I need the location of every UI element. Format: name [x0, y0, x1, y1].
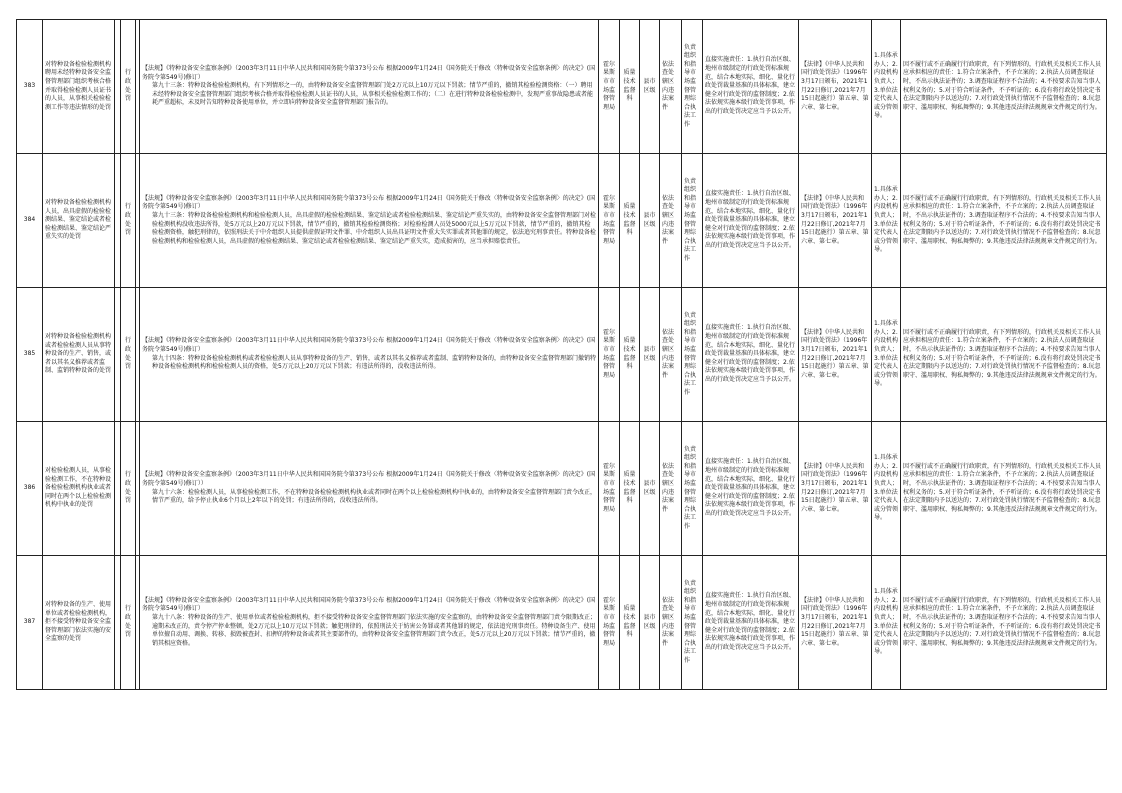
responsible-persons: 1.具体承办人；2.内设机构负责人；3.单位法定代表人或分管领导。 [872, 20, 901, 154]
table-row [17, 20, 1107, 154]
legal-basis-header: 【法规】《特种设备安全监察条例》（2003年3月11日中华人民共和国国务院令第373号公布 根据2009年1月24日《国务院关于修改〈特种设备安全监察条例〉的决定》(国务院令第549号)修订） [142, 596, 596, 613]
responsible-unit: 质量技术监督科 [620, 556, 640, 690]
responsible-persons: 1.具体承办人；2.内设机构负责人；3.单位法定代表人或分管领导。 [872, 154, 901, 288]
accountability-basis: 【法律】《中华人民共和国行政处罚法》（1996年3月17日颁布，2021年1月22日修订,2021年7月15日起施行）第五章、第六章、第七章。 [799, 288, 872, 422]
legal-basis-body: 第九十六条：检验检测人员，从事检验检测工作，不在特种设备检验检测机构执业或者同时在两个以上检验检测机构中执业的，由特种设备安全监督管理部门责令改正，情节严重的，给予停止执业6个月以上2年以下的处罚；有违法所得的，没收违法所得。 [152, 488, 597, 505]
item-name: 对检验检测人员，从事检验检测工作，不在特种设备检验检测机构执业或者同时在两个以上检验检测机构中执业的处罚 [43, 422, 115, 556]
implementing-department: 霍尔果斯市市场监督管理局 [599, 20, 620, 154]
exercise-scope: 依法查处辖区内违法案件 [660, 154, 682, 288]
responsible-unit: 质量技术监督科 [620, 288, 640, 422]
accountability-basis: 【法律】《中华人民共和国行政处罚法》（1996年3月17日颁布，2021年1月22日修订,2021年7月15日起施行）第五章、第六章、第七章。 [799, 556, 872, 690]
exercise-level: 县市区级 [640, 154, 660, 288]
legal-basis-body: 第九十三条：特种设备检验检测机构，有下列情形之一的，由特种设备安全监督管理部门处2万元以上10万元以下罚款；情节严重的，撤销其检验检测资格：（一）聘用未经特种设备安全监督管理部门组织考核合格并取得检验检测人员证书的人员，从事相关检验检测工作的；（二）在进行特种设备检验检测中，发现严重事故隐患或者能耗严重超标，未及时告知特种设备使用单位，并立即向特种设备安全监督管理部门报告的。 [152, 82, 594, 107]
legal-basis-body: 第九十三条：特种设备检验检测机构和检验检测人员，出具虚假的检验检测结果、鉴定结论或者检验检测结果、鉴定结论严重失实的，由特种设备安全监督管理部门对检验检测机构没收违法所得，处5万元以上20万元以下罚款，情节严重的，撤销其检验检测资格；对检验检测人员处5000元以上5万元以下罚款，情节严重的，撤销其检验检测资格，触犯刑律的，依照刑法关于中介组织人员提供虚假证明文件罪、中介组织人员出具证明文件重大失实罪或者其他罪的规定，依法追究刑事责任。特种设备检验检测机构和检验检测人员，出具虚假的检验检测结果、鉴定结论或者检验检测结果、鉴定结论严重失实，造成损害的，应当承担赔偿责任。 [152, 211, 597, 245]
item-name: 对特种设备检验检测机构或者检验检测人员从事特种设备的生产、销售，或者以其名义推荐或者监制、监销特种设备的处罚 [43, 288, 115, 422]
exercise-level: 县市区级 [640, 288, 660, 422]
responsibility-items: 直接实施责任：1.执行自治区级、地州市级制定的行政处罚标准规范，结合本地实际，细化、量化行政处罚裁量基准的具体标准，建立健全对行政处罚的监督制度；2.依法依规实施本级行政处罚事项，作出的行政处罚决定应当予以公开。 [703, 556, 799, 690]
accountability-basis: 【法律】《中华人民共和国行政处罚法》（1996年3月17日颁布，2021年1月22日修订,2021年7月15日起施行）第五章、第六章、第七章。 [799, 20, 872, 154]
exercise-level: 县市区级 [640, 422, 660, 556]
department-responsibility: 负责组织和指导市场监督管理综合执法工作 [682, 556, 703, 690]
accountability-basis: 【法律】《中华人民共和国行政处罚法》（1996年3月17日颁布，2021年1月22日修订,2021年7月15日起施行）第五章、第六章、第七章。 [799, 154, 872, 288]
item-type: 行政处罚 [121, 422, 136, 556]
exercise-level: 县市区级 [640, 20, 660, 154]
legal-basis-header: 【法规】《特种设备安全监察条例》（2003年3月11日中华人民共和国国务院令第373号公布 根据2009年1月24日《国务院关于修改〈特种设备安全监察条例〉的决定》(国务院令第549号)修订）） [142, 471, 596, 487]
responsibility-items: 直接实施责任：1.执行自治区级、地州市级制定的行政处罚标准规范，结合本地实际，细化、量化行政处罚裁量基准的具体标准，建立健全对行政处罚的监督制度；2.依法依规实施本级行政处罚事项，作出的行政处罚决定应当予以公开。 [703, 20, 799, 154]
table-row [17, 288, 1107, 422]
item-name: 对特种设备检验检测机构聘用未经特种设备安全监督管理部门组织考核合格并取得检验检测人员证书的人员，从事相关检验检测工作等违法情形的处罚 [43, 20, 115, 154]
responsibility-items: 直接实施责任：1.执行自治区级、地州市级制定的行政处罚标准规范，结合本地实际，细化、量化行政处罚裁量基准的具体标准，建立健全对行政处罚的监督制度；2.依法依规实施本级行政处罚事项，作出的行政处罚决定应当予以公开。 [703, 154, 799, 288]
exercise-scope: 依法查处辖区内违法案件 [660, 20, 682, 154]
legal-basis [140, 20, 599, 154]
responsible-unit: 质量技术监督科 [620, 422, 640, 556]
item-name: 对特种设备的生产、使用单位或者检验检测机构，拒不接受特种设备安全监督管理部门依法实施的安全监察的处罚 [43, 556, 115, 690]
department-responsibility: 负责组织和指导市场监督管理综合执法工作 [682, 422, 703, 556]
accountability-situations: 因不履行或不正确履行行政职责，有下列情形的，行政机关及相关工作人员应承担相应的责任：1.符合立案条件，不予立案的；2.执法人员调查取证时，不出示执法证件的；3.调查取证程序不合法的；4.不按要求告知当事人权利义务的；5.对于符合听证条件，不予听证的；6.没有将行政处罚决定书在法定期限内予以送达的；7.对行政处罚执行情况不予监督检查的；8.玩忽职守、滥用职权、徇私舞弊的；9.其他违反法律法规规章文件规定的行为。 [901, 556, 1107, 690]
accountability-situations: 因不履行或不正确履行行政职责，有下列情形的，行政机关及相关工作人员应承担相应的责任：1.符合立案条件，不予立案的；2.执法人员调查取证时，不出示执法证件的；3.调查取证程序不合法的；4.不按要求告知当事人权利义务的；5.对于符合听证条件，不予听证的；6.没有将行政处罚决定书在法定期限内予以送达的；7.对行政处罚执行情况不予监督检查的；8.玩忽职守、滥用职权、徇私舞弊的；9.其他违反法律法规规章文件规定的行为。 [901, 20, 1107, 154]
item-type: 行政处罚 [121, 556, 136, 690]
legal-basis-header: 【法规】《特种设备安全监察条例》（2003年3月11日中华人民共和国国务院令第373号公布 根据2009年1月24日《国务院关于修改〈特种设备安全监察条例〉的决定》(国务院令第549号)修订） [142, 65, 596, 81]
item-type: 行政处罚 [121, 20, 136, 154]
department-responsibility: 负责组织和指导市场监督管理综合执法工作 [682, 288, 703, 422]
legal-basis-body: 第九十四条：特种设备检验检测机构或者检验检测人员从事特种设备的生产、销售，或者以其名义推荐或者监制、监销特种设备的，由特种设备安全监督管理部门撤销特种设备检验检测机构和检验检测人员的资格，处5万元以上20万元以下罚款；有违法所得的，没收违法所得。 [152, 354, 597, 371]
legal-basis [140, 288, 599, 422]
legal-basis [140, 154, 599, 288]
row-number: 387 [17, 556, 43, 690]
responsible-persons: 1.具体承办人；2.内设机构负责人；3.单位法定代表人或分管领导。 [872, 288, 901, 422]
implementing-department: 霍尔果斯市市场监督管理局 [599, 154, 620, 288]
exercise-level: 县市区级 [640, 556, 660, 690]
responsible-persons: 1.具体承办人；2.内设机构负责人；3.单位法定代表人或分管领导。 [872, 556, 901, 690]
exercise-scope: 依法查处辖区内违法案件 [660, 288, 682, 422]
table-row [17, 154, 1107, 288]
item-type: 行政处罚 [121, 154, 136, 288]
table-row [17, 556, 1107, 690]
responsible-unit: 质量技术监督科 [620, 154, 640, 288]
responsible-persons: 1.具体承办人；2.内设机构负责人；3.单位法定代表人或分管领导。 [872, 422, 901, 556]
row-number: 386 [17, 422, 43, 556]
implementing-department: 霍尔果斯市市场监督管理局 [599, 288, 620, 422]
exercise-scope: 依法查处辖区内违法案件 [660, 422, 682, 556]
table-row [17, 422, 1107, 556]
implementing-department: 霍尔果斯市市场监督管理局 [599, 556, 620, 690]
row-number: 383 [17, 20, 43, 154]
legal-basis [140, 422, 599, 556]
legal-basis-header: 【法规】《特种设备安全监察条例》（2003年3月11日中华人民共和国国务院令第373号公布 根据2009年1月24日《国务院关于修改〈特种设备安全监察条例〉的决定》(国务院令第549号)修订） [142, 337, 596, 353]
legal-basis-header: 【法规】《特种设备安全监察条例》（2003年3月11日中华人民共和国国务院令第373号公布 根据2009年1月24日《国务院关于修改〈特种设备安全监察条例〉的决定》(国务院令第549号)修订） [142, 194, 596, 211]
row-number: 385 [17, 288, 43, 422]
authority-list-table [16, 19, 1107, 690]
item-name: 对特种设备检验检测机构人员，出具虚假的检验检测结果、鉴定结论或者检验检测结果、鉴定结论严重失实的处罚 [43, 154, 115, 288]
accountability-situations: 因不履行或不正确履行行政职责，有下列情形的，行政机关及相关工作人员应承担相应的责任：1.符合立案条件，不予立案的；2.执法人员调查取证时，不出示执法证件的；3.调查取证程序不合法的；4.不按要求告知当事人权利义务的；5.对于符合听证条件，不予听证的；6.没有将行政处罚决定书在法定期限内予以送达的；7.对行政处罚执行情况不予监督检查的；8.玩忽职守、滥用职权、徇私舞弊的；9.其他违反法律法规规章文件规定的行为。 [901, 288, 1107, 422]
accountability-situations: 因不履行或不正确履行行政职责，有下列情形的，行政机关及相关工作人员应承担相应的责任：1.符合立案条件，不予立案的；2.执法人员调查取证时，不出示执法证件的；3.调查取证程序不合法的；4.不按要求告知当事人权利义务的；5.对于符合听证条件，不予听证的；6.没有将行政处罚决定书在法定期限内予以送达的；7.对行政处罚执行情况不予监督检查的；8.玩忽职守、滥用职权、徇私舞弊的；9.其他违反法律法规规章文件规定的行为。 [901, 154, 1107, 288]
responsible-unit: 质量技术监督科 [620, 20, 640, 154]
department-responsibility: 负责组织和指导市场监督管理综合执法工作 [682, 20, 703, 154]
department-responsibility: 负责组织和指导市场监督管理综合执法工作 [682, 154, 703, 288]
responsibility-items: 直接实施责任：1.执行自治区级、地州市级制定的行政处罚标准规范，结合本地实际，细化、量化行政处罚裁量基准的具体标准，建立健全对行政处罚的监督制度；2.依法依规实施本级行政处罚事项，作出的行政处罚决定应当予以公开。 [703, 288, 799, 422]
accountability-situations: 因不履行或不正确履行行政职责，有下列情形的，行政机关及相关工作人员应承担相应的责任：1.符合立案条件，不予立案的；2.执法人员调查取证时，不出示执法证件的；3.调查取证程序不合法的；4.不按要求告知当事人权利义务的；5.对于符合听证条件，不予听证的；6.没有将行政处罚决定书在法定期限内予以送达的；7.对行政处罚执行情况不予监督检查的；8.玩忽职守、滥用职权、徇私舞弊的；9.其他违反法律法规规章文件规定的行为。 [901, 422, 1107, 556]
implementing-department: 霍尔果斯市市场监督管理局 [599, 422, 620, 556]
legal-basis [140, 556, 599, 690]
legal-basis-body: 第九十八条：特种设备的生产、使用单位或者检验检测机构，拒不接受特种设备安全监督管理部门依法实施的安全监察的，由特种设备安全监督管理部门责令限期改正；逾期未改正的，责令停产停业整顿，处2万元以上10万元以下罚款；触犯刑律的，依照刑法关于妨害公务罪或者其他罪的规定，依法追究刑事责任。特种设备生产、使用单位擅自动用、调换、转移、损毁被查封、扣押的特种设备或者其主要部件的，由特种设备安全监督管理部门责令改正，处5万元以上20万元以下罚款；情节严重的，撤销其相应资格。 [152, 613, 597, 647]
accountability-basis: 【法律】《中华人民共和国行政处罚法》（1996年3月17日颁布，2021年1月22日修订,2021年7月15日起施行）第五章、第六章、第七章。 [799, 422, 872, 556]
exercise-scope: 依法查处辖区内违法案件 [660, 556, 682, 690]
responsibility-items: 直接实施责任：1.执行自治区级、地州市级制定的行政处罚标准规范，结合本地实际，细化、量化行政处罚裁量基准的具体标准，建立健全对行政处罚的监督制度；2.依法依规实施本级行政处罚事项，作出的行政处罚决定应当予以公开。 [703, 422, 799, 556]
row-number: 384 [17, 154, 43, 288]
item-type: 行政处罚 [121, 288, 136, 422]
